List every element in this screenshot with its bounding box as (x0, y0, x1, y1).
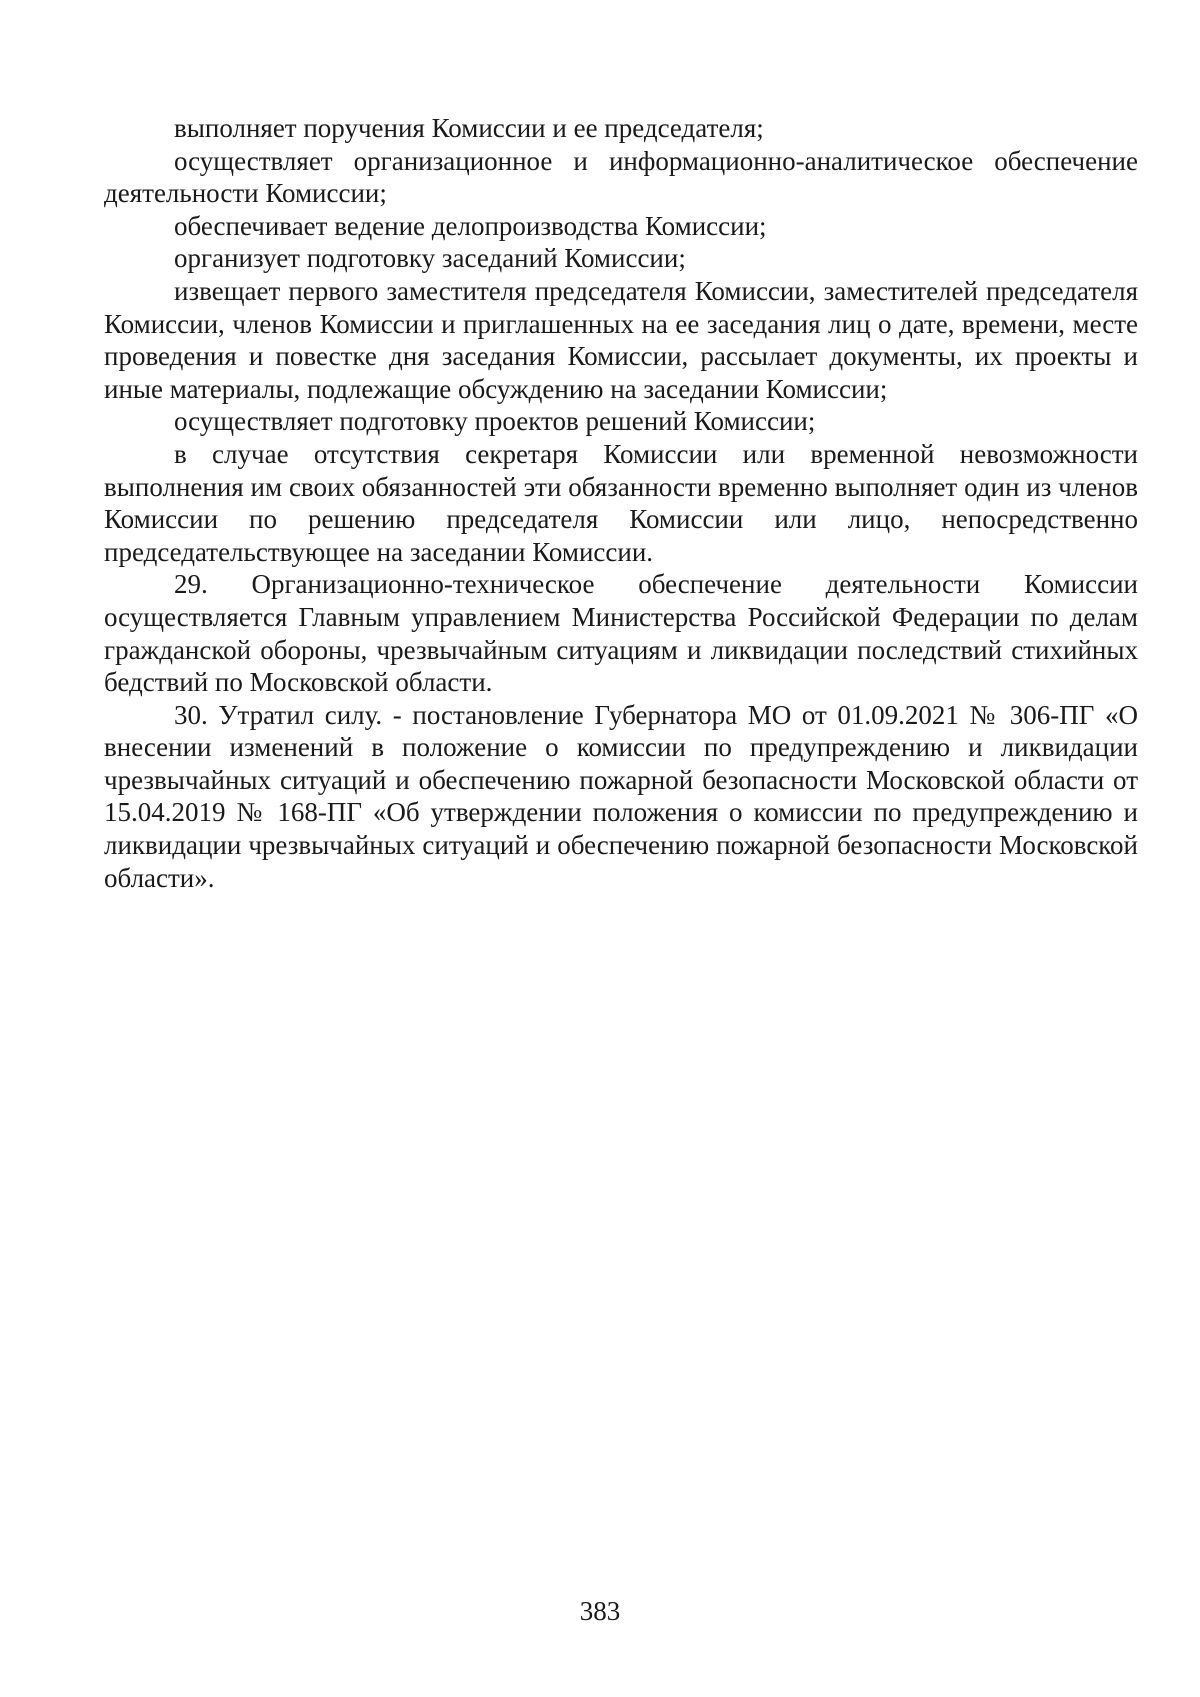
paragraph: осуществляет подготовку проектов решений Комиссии; (174, 406, 816, 437)
paragraph: в случае отсутствия секретаря Комиссии или временной невозможности выполнения им своих обязанностей эти обязанности временно выполняет один из членов Комиссии по решению председателя Комиссии или лицо, непосредственно председательствующее на заседании Комиссии. (104, 438, 1138, 567)
paragraph: выполняет поручения Комиссии и ее председателя; (174, 113, 764, 143)
paragraph: извещает первого заместителя председателя Комиссии, заместителей председателя Комиссии, членов Комиссии и приглашенных на ее заседания лиц о дате, времени, месте проведения и повестке дня заседания Комиссии, рассылает документы, их проекты и иные материалы, подлежащие обсуждению на заседании Комиссии; (104, 275, 1138, 404)
document-body (104, 112, 1138, 894)
paragraph: осуществляет организационное и информационно-аналитическое обеспечение деятельности Комиссии; (104, 145, 1138, 209)
paragraph-item-30: 30. Утратил силу. - постановление Губернатора МО от 01.09.2021 № 306-ПГ «О внесении изменений в положение о комиссии по предупреждению и ликвидации чрезвычайных ситуаций и обеспечению пожарной безопасности Московской области от 15.04.2019 № 168-ПГ «Об утверждении положения о комиссии по предупреждению и ликвидации чрезвычайных ситуаций и обеспечению пожарной безопасности Московской области». (104, 699, 1138, 893)
paragraph: обеспечивает ведение делопроизводства Комиссии; (174, 210, 767, 241)
paragraph-item-29: 29. Организационно-техническое обеспечение деятельности Комиссии осуществляется Главным управлением Министерства Российской Федерации по делам гражданской обороны, чрезвычайным ситуациям и ликвидации последствий стихийных бедствий по Московской области. (104, 569, 1138, 698)
paragraph: организует подготовку заседаний Комиссии; (174, 243, 686, 274)
page-number: 383 (579, 1596, 621, 1626)
